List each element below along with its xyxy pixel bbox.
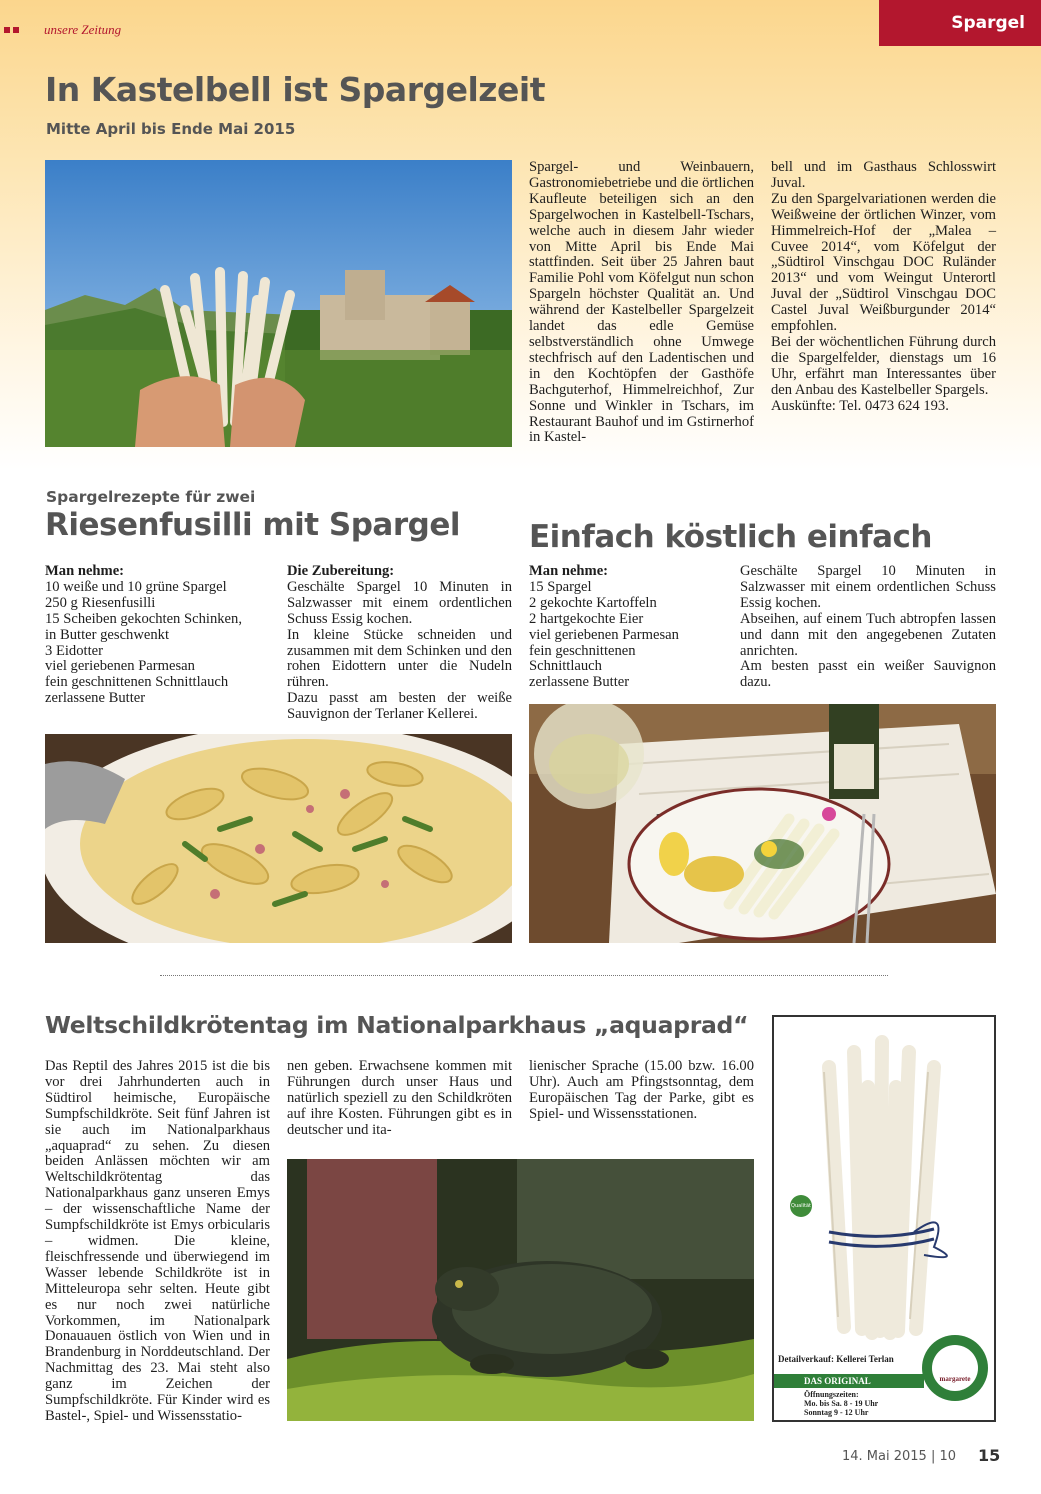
- recipe-preparation: [287, 564, 512, 723]
- ingredient-item: zerlassene Butter: [45, 690, 146, 707]
- asparagus-castle-photo: [45, 160, 512, 447]
- ingredient-item: in Butter geschwenkt: [45, 626, 170, 643]
- recipe-ingredients: [529, 564, 729, 691]
- margarete-ad: [772, 1015, 996, 1422]
- magazine-name: unsere Zeitung: [44, 22, 122, 37]
- recipe-preparation: [740, 564, 996, 691]
- recipe-title: Riesenfusilli mit Spargel: [45, 507, 460, 543]
- article-text: lienischer Sprache (15.00 bzw. 16.00 Uhr). Auch am Pfingstsonntag, dem Europäischen Tag der Parke, gibt es Spiel- und Wissensstationen.: [529, 1058, 754, 1122]
- ingredient-item: viel geriebenen Parmesan: [45, 658, 195, 675]
- ingredient-item: 2 hartgekochte Eier: [529, 610, 644, 627]
- magazine-logo: [4, 22, 121, 38]
- article-title: Weltschildkrötentag im Nationalparkhaus „aquaprad“: [45, 1011, 749, 1039]
- preparation-text: Abseihen, auf einem Tuch abtropfen lassen und dann mit den angegebenen Zutaten anrichten.: [740, 610, 996, 659]
- article-subtitle: Mitte April bis Ende Mai 2015: [46, 120, 296, 138]
- ingredients-label: Man nehme:: [45, 563, 125, 579]
- article-column-2: [771, 160, 996, 415]
- ingredient-item: 10 weiße und 10 grüne Spargel: [45, 578, 227, 595]
- article-column-3: [529, 1059, 754, 1123]
- recipe-ingredients: [45, 564, 275, 707]
- section-divider: [160, 975, 888, 976]
- article-text: Zu den Spargelvariationen werden die Weißweine der örtlichen Winzer, vom Himmelreich-Hof der „Malea – Cuvee 2014“, vom Köfelgut der „Südtirol Vinschgau DOC Ruländer 2013“ und vom Weingut Unterortl Juval der „Südtirol Vinschgau DOC Castel Juval Weißburgunder 2014“ empfohlen.: [771, 190, 996, 335]
- recipe-title: Einfach köstlich einfach: [529, 519, 932, 555]
- preparation-text: Dazu passt am besten der weiße Sauvignon der Terlaner Kellerei.: [287, 690, 512, 723]
- article-title: In Kastelbell ist Spargelzeit: [45, 70, 545, 109]
- article-text: Spargel- und Weinbauern, Gastronomiebetriebe und die örtlichen Kaufleute beteiligen sich an den Spargelwochen in Kastelbell-Tschars, welche auch in diesem Jahr wieder von Mitte April bis Ende Mai stattfinden. Seit über 25 Jahren baut Familie Pohl vom Köfelgut nun schon Spargeln höchster Qualität an. Und während der Kastelbeller Spargelzeit landet das edle Gemüse selbstverständlich ohne Umwege stechfrisch auf den Ladentischen und in den Kochtöpfen der Gasthöfe Bachguterhof, Himmelreichhof, Zur Sonne und Winkler in Tschars, im Restaurant Bauhof und im Gstirnerhof in Kastel-: [529, 159, 754, 446]
- fusilli-dish-photo: [45, 734, 512, 943]
- hours-label: Öffnungszeiten:: [804, 1390, 859, 1399]
- article-text: Das Reptil des Jahres 2015 ist die bis vor drei Jahrhunderten auch in Südtirol heimische, Europäische Sumpfschildkröte. Seit fünf Jahren ist sie auch im Nationalparkhaus „aquaprad“ zu sehen. Zu diesen beiden Anlässen möchten wir am Weltschildkrötentag das Nationalparkhaus ganz unseren Emys – der wissenschaftliche Name der Sumpfschildkröte ist Emys orbicularis – widmen. Die kleine, fleischfressende und überwiegend im Wasser lebende Schildkröte ist in Mitteleuropa sehr selten. Heute gibt es nur noch zwei natürliche Vorkommen, im Nationalpark Donauauen östlich von Wien und in Brandenburg in Norddeutschland. Der Nachmittag des 23. Mai steht also ganz im Zeichen der Sumpfschildkröte. Für Kinder wird es Bastel-, Spiel- und Wissensstatio-: [45, 1058, 270, 1424]
- ingredient-item: 3 Eidotter: [45, 642, 103, 659]
- recipe-kicker: Spargelrezepte für zwei: [46, 488, 256, 506]
- ingredient-item: 2 gekochte Kartoffeln: [529, 594, 657, 611]
- asparagus-plate-photo: [529, 704, 996, 943]
- article-text: bell und im Gasthaus Schlosswirt Juval.: [771, 159, 996, 191]
- margarete-seal-icon: [922, 1335, 988, 1401]
- article-text: Bei der wöchentlichen Führung durch die Spargelfelder, dienstags um 16 Uhr, erfährt man Interessantes über den Anbau des Kastelbeller Spargels.: [771, 333, 996, 398]
- ingredient-item: fein geschnittenen Schnittlauch: [45, 674, 229, 691]
- footer-date-issue: 14. Mai 2015 | 10: [842, 1449, 957, 1464]
- preparation-text: Geschälte Spargel 10 Minuten in Salzwasser mit einem ordentlichen Schuss Essig kochen.: [740, 563, 996, 611]
- hours-line: Sonntag 9 - 12 Uhr: [804, 1408, 869, 1417]
- logo-square-icon: [4, 27, 10, 33]
- ingredients-label: Man nehme:: [529, 563, 609, 579]
- turtle-photo: [287, 1159, 754, 1421]
- article-text: nen geben. Erwachsene kommen mit Führungen durch unser Haus und natürlich speziell zu den Schildkröten auf ihre Kosten. Führungen gibt es in deutscher und ita-: [287, 1058, 512, 1138]
- ingredient-item: zerlassene Butter: [529, 674, 630, 691]
- ingredient-item: viel geriebenen Parmesan: [529, 626, 679, 643]
- ad-retail-label: Detailverkauf: Kellerei Terlan: [778, 1354, 894, 1364]
- article-column-2: [287, 1059, 512, 1139]
- section-tab-label: Spargel: [951, 13, 1025, 33]
- article-column-1: [529, 160, 754, 446]
- article-text: Auskünfte: Tel. 0473 624 193.: [771, 397, 949, 414]
- preparation-text: Geschälte Spargel 10 Minuten in Salzwasser mit einem ordentlichen Schuss Essig kochen.: [287, 578, 512, 627]
- quality-badge-label: Qualität: [791, 1203, 811, 1209]
- section-tab: [879, 0, 1041, 46]
- ad-original-label: DAS ORIGINAL: [804, 1376, 871, 1386]
- ad-hours: [804, 1390, 878, 1417]
- logo-square-icon: [13, 27, 19, 33]
- hours-line: Mo. bis Sa. 8 - 19 Uhr: [804, 1399, 879, 1408]
- ingredient-item: 250 g Riesenfusilli: [45, 594, 156, 611]
- ingredient-item: 15 Scheiben gekochten Schinken,: [45, 610, 242, 627]
- preparation-label: Die Zubereitung:: [287, 563, 395, 579]
- seal-inner: [932, 1345, 978, 1391]
- quality-badge: [790, 1195, 812, 1217]
- ingredient-item: Schnittlauch: [529, 658, 602, 675]
- preparation-text: In kleine Stücke schneiden und zusammen mit dem Schinken und den rohen Eidottern unter die Nudeln rühren.: [287, 626, 512, 691]
- article-column-1: [45, 1059, 270, 1425]
- asparagus-bundle-illustration: [774, 1017, 994, 1347]
- page-number: 15: [978, 1446, 1001, 1465]
- ingredient-item: fein geschnittenen: [529, 642, 636, 659]
- ad-original-bar: [774, 1374, 924, 1388]
- preparation-text: Am besten passt ein weißer Sauvignon dazu.: [740, 658, 996, 691]
- seal-brand: margarete: [939, 1375, 971, 1383]
- ingredient-item: 15 Spargel: [529, 578, 592, 595]
